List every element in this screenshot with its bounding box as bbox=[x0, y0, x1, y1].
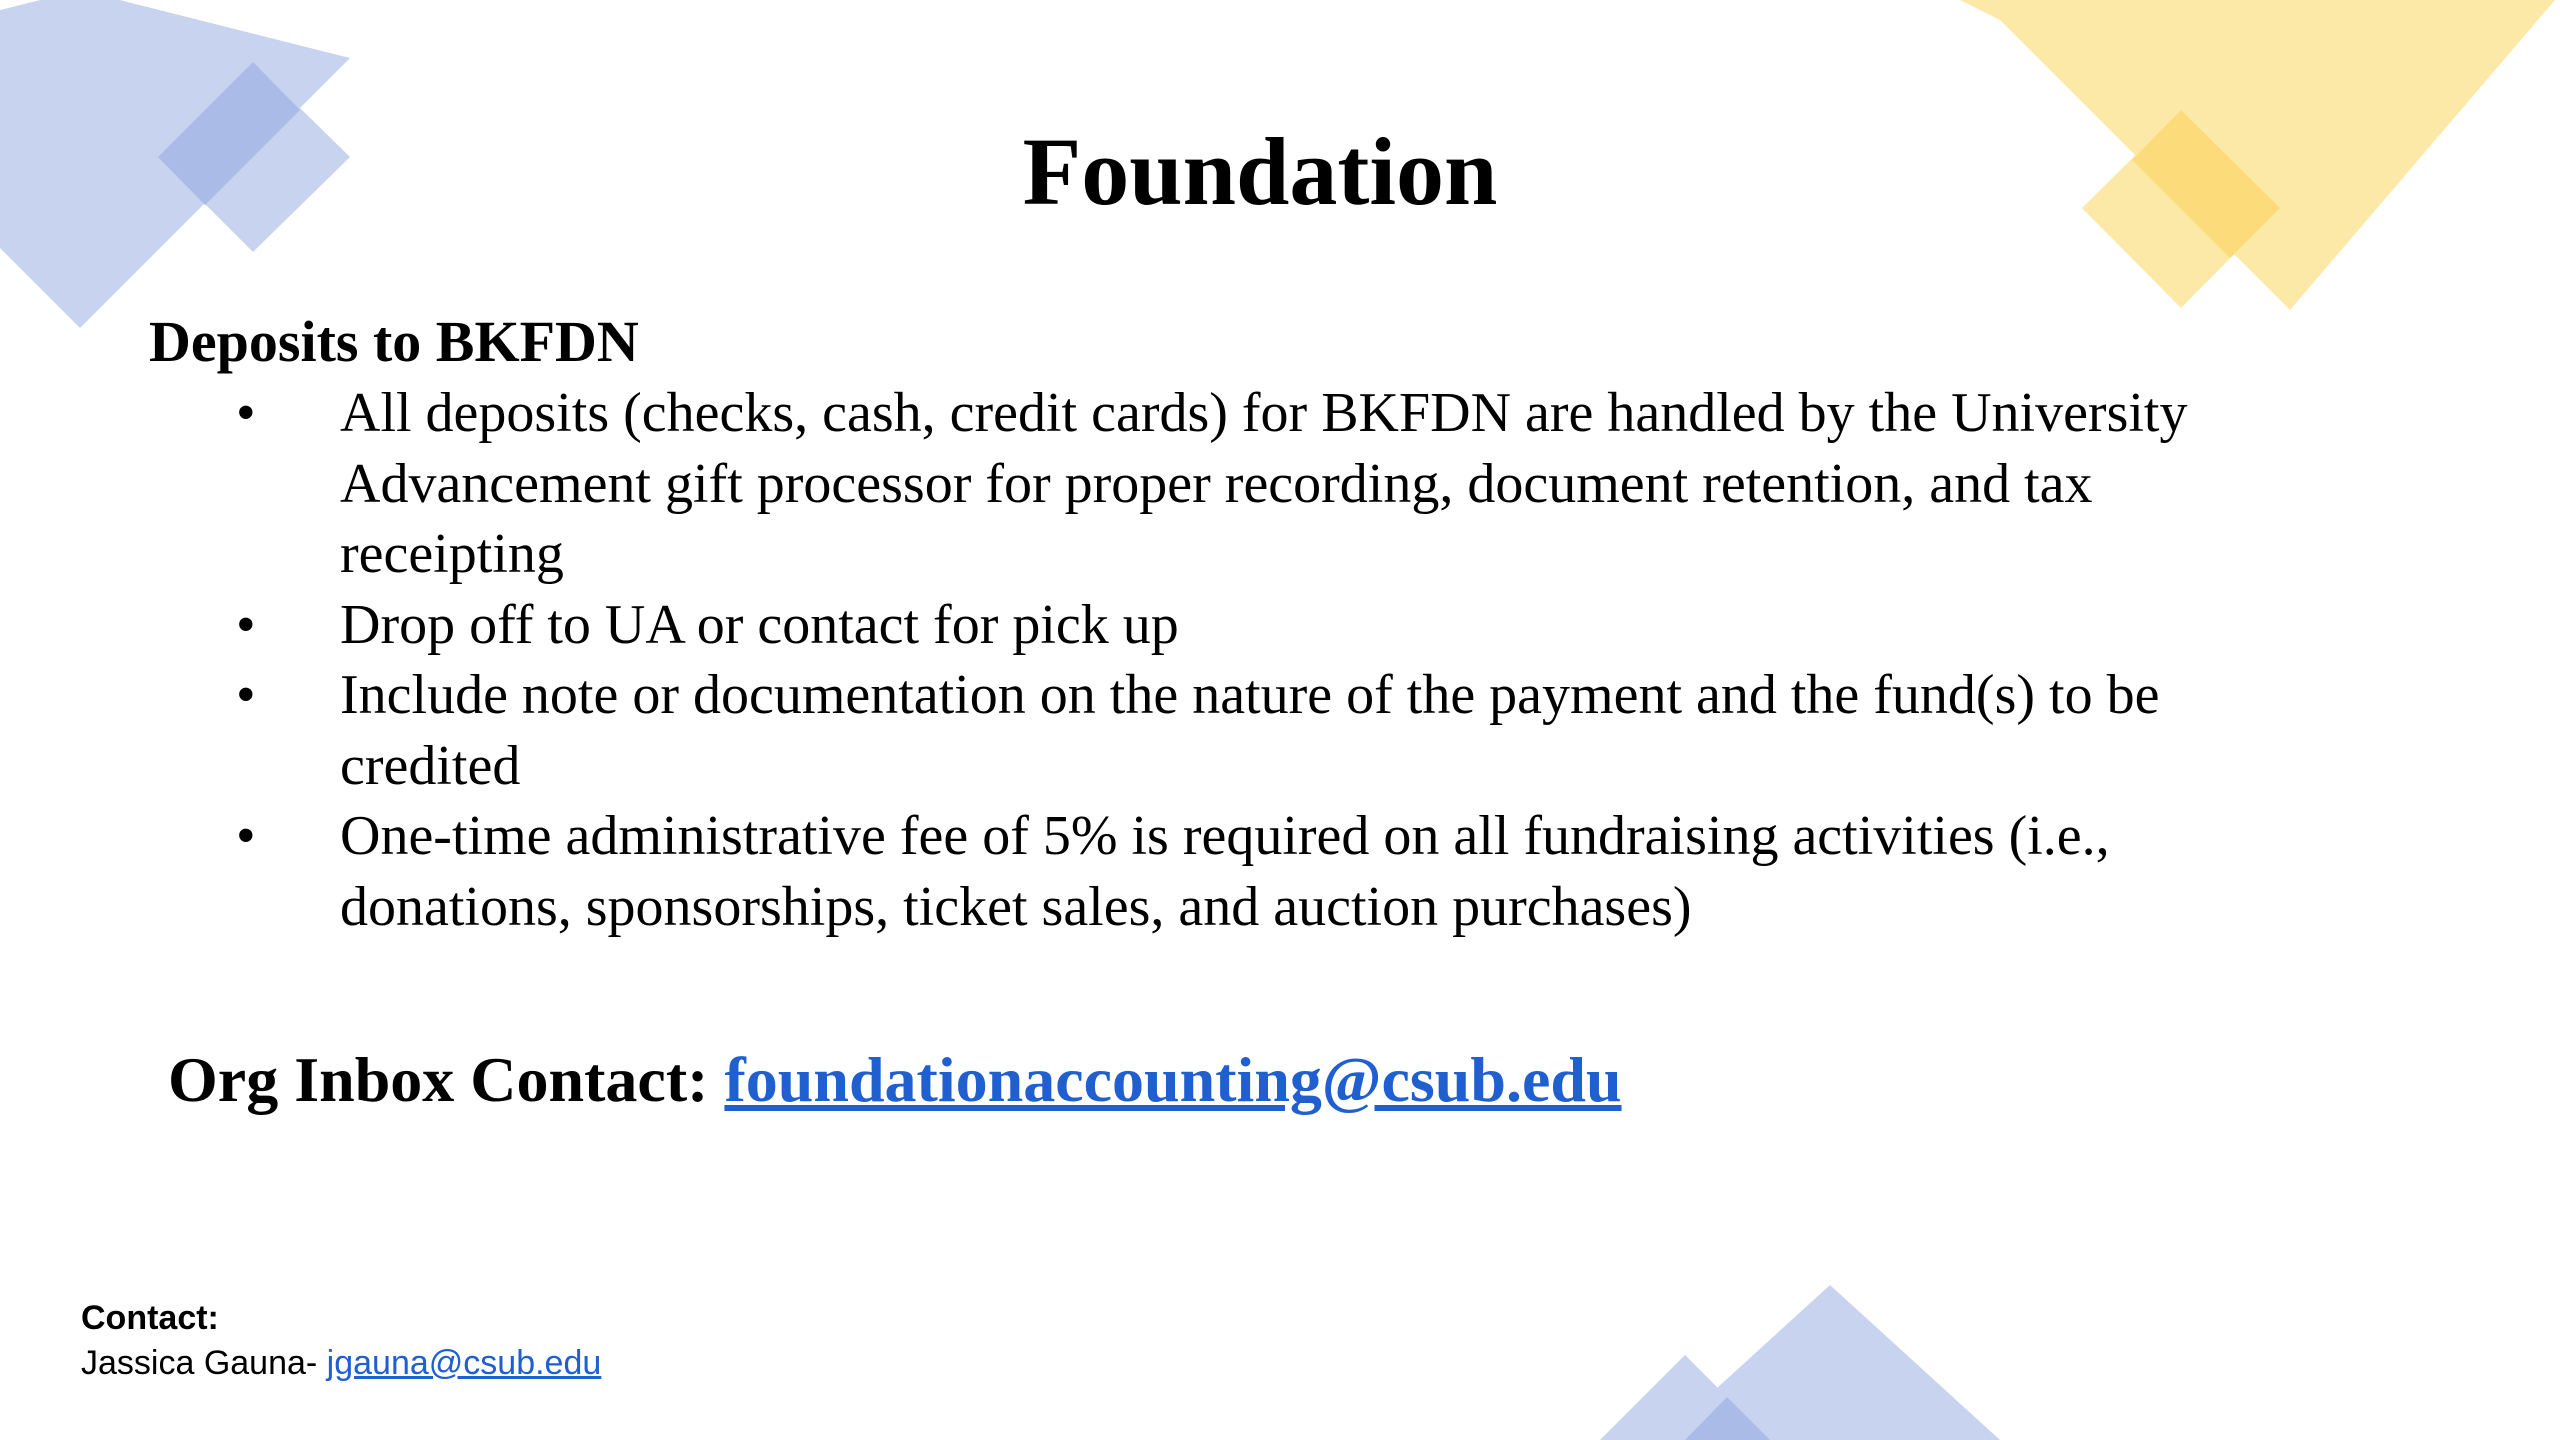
footer-contact-line bbox=[81, 1341, 601, 1386]
bullet-text: All deposits (checks, cash, credit cards) for BKFDN are handled by the University Advancement gift processor for proper recording, document retention, and tax receipting bbox=[340, 382, 2188, 585]
slide-title: Foundation bbox=[1022, 118, 1498, 225]
org-inbox-email-link[interactable]: foundationaccounting@csub.edu bbox=[724, 1044, 1622, 1115]
bullet-symbol: • bbox=[236, 382, 256, 444]
footer-contact-label: Contact: bbox=[81, 1299, 219, 1337]
bullet-item bbox=[236, 378, 2236, 590]
org-inbox-label: Org Inbox Contact: bbox=[168, 1044, 725, 1115]
footer-contact-name: Jassica Gauna- bbox=[81, 1344, 327, 1382]
section-heading: Deposits to BKFDN bbox=[149, 309, 639, 374]
bullet-symbol: • bbox=[236, 664, 256, 726]
bullet-item bbox=[236, 801, 2236, 942]
bullet-item bbox=[236, 590, 2236, 661]
bullet-list bbox=[236, 378, 2236, 942]
bullet-text: Include note or documentation on the nature of the payment and the fund(s) to be credited bbox=[340, 664, 2160, 797]
org-inbox-contact bbox=[168, 1042, 1622, 1118]
footer-contact bbox=[81, 1296, 601, 1386]
bullet-item bbox=[236, 660, 2236, 801]
bullet-text: Drop off to UA or contact for pick up bbox=[340, 593, 1179, 656]
bullet-text: One-time administrative fee of 5% is required on all fundraising activities (i.e., donations, sponsorships, ticket sales, and auction purchases) bbox=[340, 805, 2110, 938]
footer-email-link[interactable]: jgauna@csub.edu bbox=[326, 1344, 602, 1382]
bullet-symbol: • bbox=[236, 593, 256, 656]
bullet-symbol: • bbox=[236, 805, 256, 867]
